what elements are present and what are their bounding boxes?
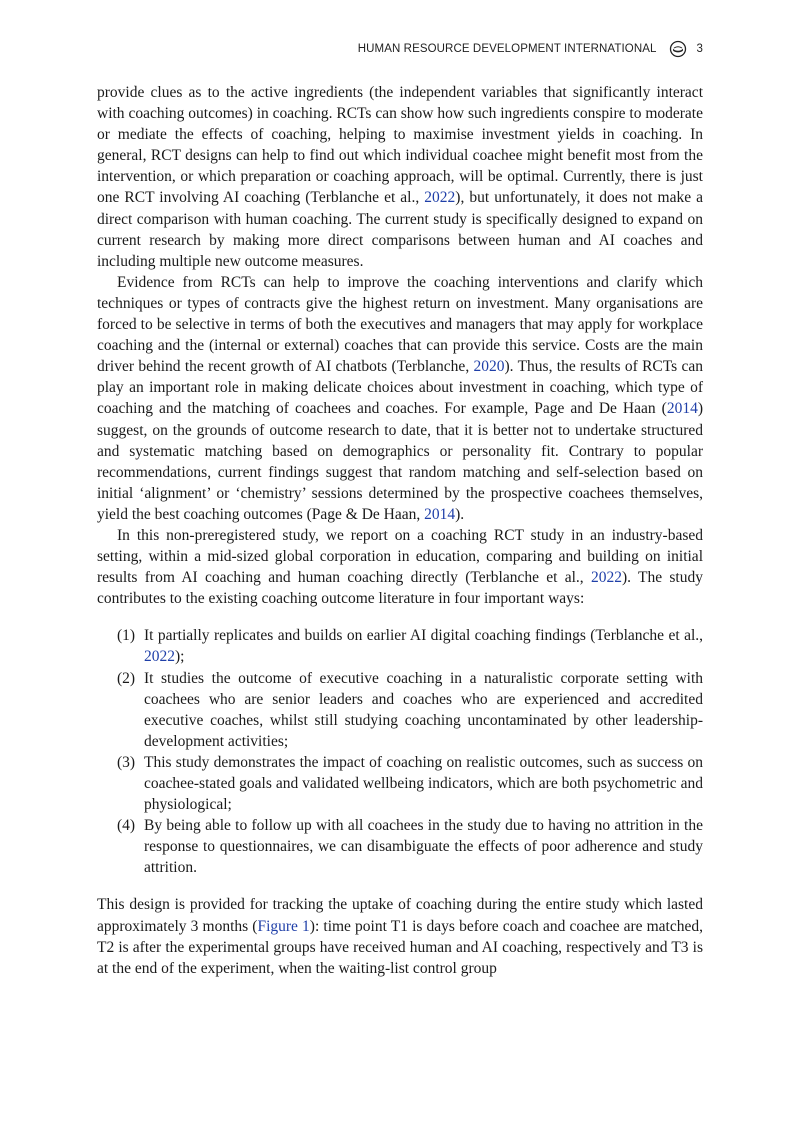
text-run: ); (175, 648, 185, 666)
text-run: ). (455, 505, 465, 523)
text-run: This study demonstrates the impact of coaching on realistic outcomes, such as success on coachee-stated goals and validated wellbeing indicators, which are both psychometric and physiological; (144, 753, 703, 814)
list-number: (3) (117, 753, 136, 771)
paragraph-2 (97, 272, 703, 525)
citation-link[interactable]: 2014 (666, 400, 698, 418)
citation-link[interactable]: 2022 (144, 648, 175, 666)
text-run: ), but unfortunately, it does not make a direct comparison with human coaching. The current study is specifically designed to expand on current research by making more direct comparisons between human and AI coaches and including multiple new outcome measures. (97, 189, 703, 270)
page-number: 3 (696, 43, 703, 55)
text-run: ). Thus, the results of RCTs can play an important role in making delicate choices about investment in coaching, which type of coaching and the matching of coachees and coaches. For example, Page and De Haan ( (97, 358, 703, 418)
citation-link[interactable]: 2022 (590, 569, 622, 587)
citation-link[interactable]: 2014 (424, 505, 456, 523)
text-run: In this non-preregistered study, we report on a coaching RCT study in an industry-based setting, within a mid-sized global corporation in education, comparing and building on initial results from AI coaching and human coaching directly (Terblanche et al., (97, 526, 703, 587)
list-number: (1) (117, 627, 136, 645)
text-run: This design is provided for tracking the uptake of coaching during the entire study which lasted approximately 3 months ( (97, 896, 703, 935)
contribution-list (97, 625, 703, 878)
list-number: (4) (117, 817, 136, 835)
list-item (97, 815, 703, 878)
text-run: ). The study contributes to the existing coaching outcome literature in four important ways: (97, 569, 703, 608)
list-number: (2) (117, 669, 136, 687)
text-run: By being able to follow up with all coachees in the study due to having no attrition in the response to questionnaires, we can disambiguate the effects of poor adherence and study attrition. (144, 817, 703, 877)
paragraph-1 (97, 82, 703, 272)
list-item (97, 625, 703, 667)
body-text (97, 82, 703, 979)
paragraph-4 (97, 894, 703, 978)
running-header (358, 40, 703, 58)
citation-link[interactable]: 2022 (424, 189, 456, 207)
journal-logo-icon (669, 40, 687, 58)
text-run: ): time point T1 is days before coach and coachee are matched, T2 is after the experimental groups have received human and AI coaching, respectively and T3 is at the end of the experiment, when the waiting-list control group (97, 917, 703, 977)
citation-link[interactable]: 2020 (473, 358, 505, 376)
text-run: provide clues as to the active ingredients (the independent variables that significantly interact with coaching outcomes) in coaching. RCTs can show how such ingredients conspire to moderate or mediate the effects of coaching, helping to maximise investment yields in coaching. In general, RCT designs can help to find out which individual coachee might benefit most from the intervention, or which preparation or coaching approach, will be optimal. Currently, there is just one RCT involving AI coaching (Terblanche et al., (97, 84, 703, 207)
text-run: ) suggest, on the grounds of outcome research to date, that it is better not to undertake structured and systematic matching based on demographics or personality fit. Contrary to popular recommendations, current findings suggest that random matching and self-selection based on initial ‘alignment’ or ‘chemistry’ sessions determined by the prospective coachees themselves, yield the best coaching outcomes (Page & De Haan, (97, 400, 703, 523)
list-item (97, 668, 703, 752)
figure-link[interactable]: Figure 1 (257, 917, 310, 935)
text-run: It partially replicates and builds on earlier AI digital coaching findings (Terblanche et al., (144, 627, 703, 645)
list-item (97, 752, 703, 815)
text-run: It studies the outcome of executive coaching in a naturalistic corporate setting with coachees who are senior leaders and coaches who are experienced and accredited executive coaches, whilst still studying coaching uncontaminated by other leadership-development activities; (144, 669, 703, 750)
paragraph-3 (97, 525, 703, 609)
text-run: Evidence from RCTs can help to improve the coaching interventions and clarify which techniques or types of contracts give the highest return on investment. Many organisations are forced to be selective in terms of both the executives and managers that may apply for workplace coaching and the (internal or external) coaches that can provide this service. Costs are the main driver behind the recent growth of AI chatbots (Terblanche, (97, 273, 703, 376)
journal-name: HUMAN RESOURCE DEVELOPMENT INTERNATIONAL (357, 43, 657, 55)
